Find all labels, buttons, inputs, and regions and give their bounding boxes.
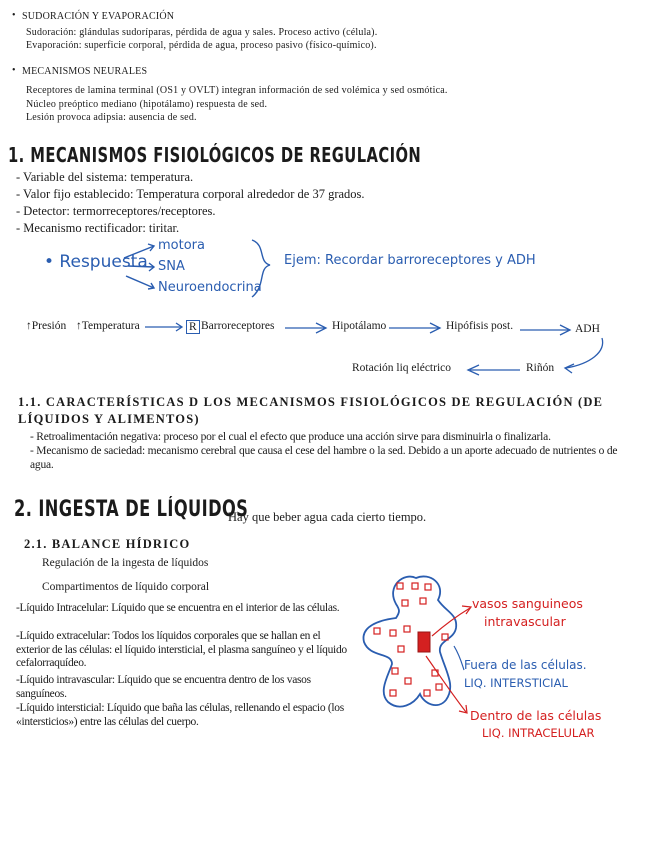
section2-title: 2. INGESTA DE LÍQUIDOS [14, 497, 249, 522]
respuesta-sna: SNA [158, 259, 185, 274]
section11-item-1: - Retroalimentación negativa: proceso por el cual el efecto que produce una acción sirve para disminuirla o finalizarla. [30, 431, 551, 443]
section1-item-2: - Valor fijo establecido: Temperatura corporal alrededor de 37 grados. [16, 187, 365, 201]
flow-rinon: Riñón [526, 362, 555, 374]
def-intersticial: -Líquido intersticial: Líquido que baña las células, rellenando el espacio (los «intersticios») entre las células del cuerpo. [16, 702, 344, 728]
respuesta-motora: motora [158, 238, 205, 253]
section1-item-1: - Variable del sistema: temperatura. [16, 170, 194, 184]
neurales-heading: MECANISMOS NEURALES [22, 66, 148, 77]
def-intravascular: -Líquido intravascular: Líquido que se encuentra dentro de los vasos sanguíneos. [16, 674, 311, 700]
regulacion-label: Regulación de la ingesta de líquidos [42, 557, 209, 569]
section21-title: 2.1. BALANCE HÍDRICO [24, 537, 191, 551]
bullet-sudoracion: • [12, 10, 16, 21]
flow-r-box: R [186, 320, 200, 334]
flow-temperatura: ↑Temperatura [76, 320, 140, 332]
section1-item-4: - Mecanismo rectificador: tiritar. [16, 221, 180, 235]
section11-title: 1.1. CARACTERÍSTICAS D LOS MECANISMOS FISIOLÓGICOS DE REGULACIÓN (DE LÍQUIDOS Y ALIMENTOS) [18, 395, 604, 426]
sudoracion-heading: SUDORACIÓN Y EVAPORACIÓN [22, 11, 175, 22]
flow-adh: ADH [575, 323, 600, 335]
def-intracelular: -Líquido Intracelular: Líquido que se encuentra en el interior de las células. [16, 602, 340, 614]
def-extracelular: -Líquido extracelular: Todos los líquidos corporales que se hallan en el exterior de las células: el líquido intersticial, el plasma sanguíneo y el líquido cefalorraquídeo. [16, 630, 347, 669]
neurales-line-3: Lesión provoca adipsia: ausencia de sed. [26, 112, 197, 123]
evaporacion-line: Evaporación: superficie corporal, pérdida de agua, proceso pasivo (físico-químico). [26, 40, 377, 51]
flow-barroreceptores: Barroreceptores [201, 320, 275, 332]
section1-title: 1. MECANISMOS FISIOLÓGICOS DE REGULACIÓN [8, 143, 422, 167]
section11-item-2: - Mecanismo de saciedad: mecanismo cerebral que causa el cese del hambre o la sed. Debido a un aporte adecuado de nutrientes o de agua. [30, 445, 618, 471]
diagram-intracelular-label: LIQ. INTRACELULAR [482, 726, 595, 740]
sudoracion-line: Sudoración: glándulas sudoríparas, pérdida de agua y sales. Proceso activo (célula). [26, 27, 378, 38]
diagram-intravascular-label: intravascular [484, 614, 566, 629]
diagram-fuera-label: Fuera de las células. [464, 658, 587, 672]
section2-subtitle: Hay que beber agua cada cierto tiempo. [228, 510, 427, 524]
neurales-line-1: Receptores de lamina terminal (OS1 y OVLT) integran información de sed volémica y sed osmótica. [26, 85, 448, 96]
flow-rotacion: Rotación liq eléctrico [352, 362, 451, 374]
compartimentos-label: Compartimentos de líquido corporal [42, 581, 210, 593]
respuesta-neuroendocrina: Neuroendocrina [158, 280, 262, 295]
bullet-neurales: • [12, 65, 16, 76]
diagram-vasos-label: vasos sanguineos [472, 596, 583, 611]
ejemplo-note: Ejem: Recordar barroreceptores y ADH [284, 253, 536, 268]
diagram-intersticial-label: LIQ. INTERSTICIAL [464, 676, 568, 690]
section1-item-3: - Detector: termorreceptores/receptores. [16, 204, 216, 218]
flow-hipotalamo: Hipotálamo [332, 320, 387, 332]
respuesta-label: • Respuesta [44, 252, 148, 272]
flow-presion: ↑Presión [26, 320, 67, 332]
flow-hipofisis: Hipófisis post. [446, 320, 514, 332]
neurales-line-2: Núcleo preóptico mediano (hipotálamo) respuesta de sed. [26, 99, 268, 110]
diagram-dentro-label: Dentro de las células [470, 708, 602, 723]
